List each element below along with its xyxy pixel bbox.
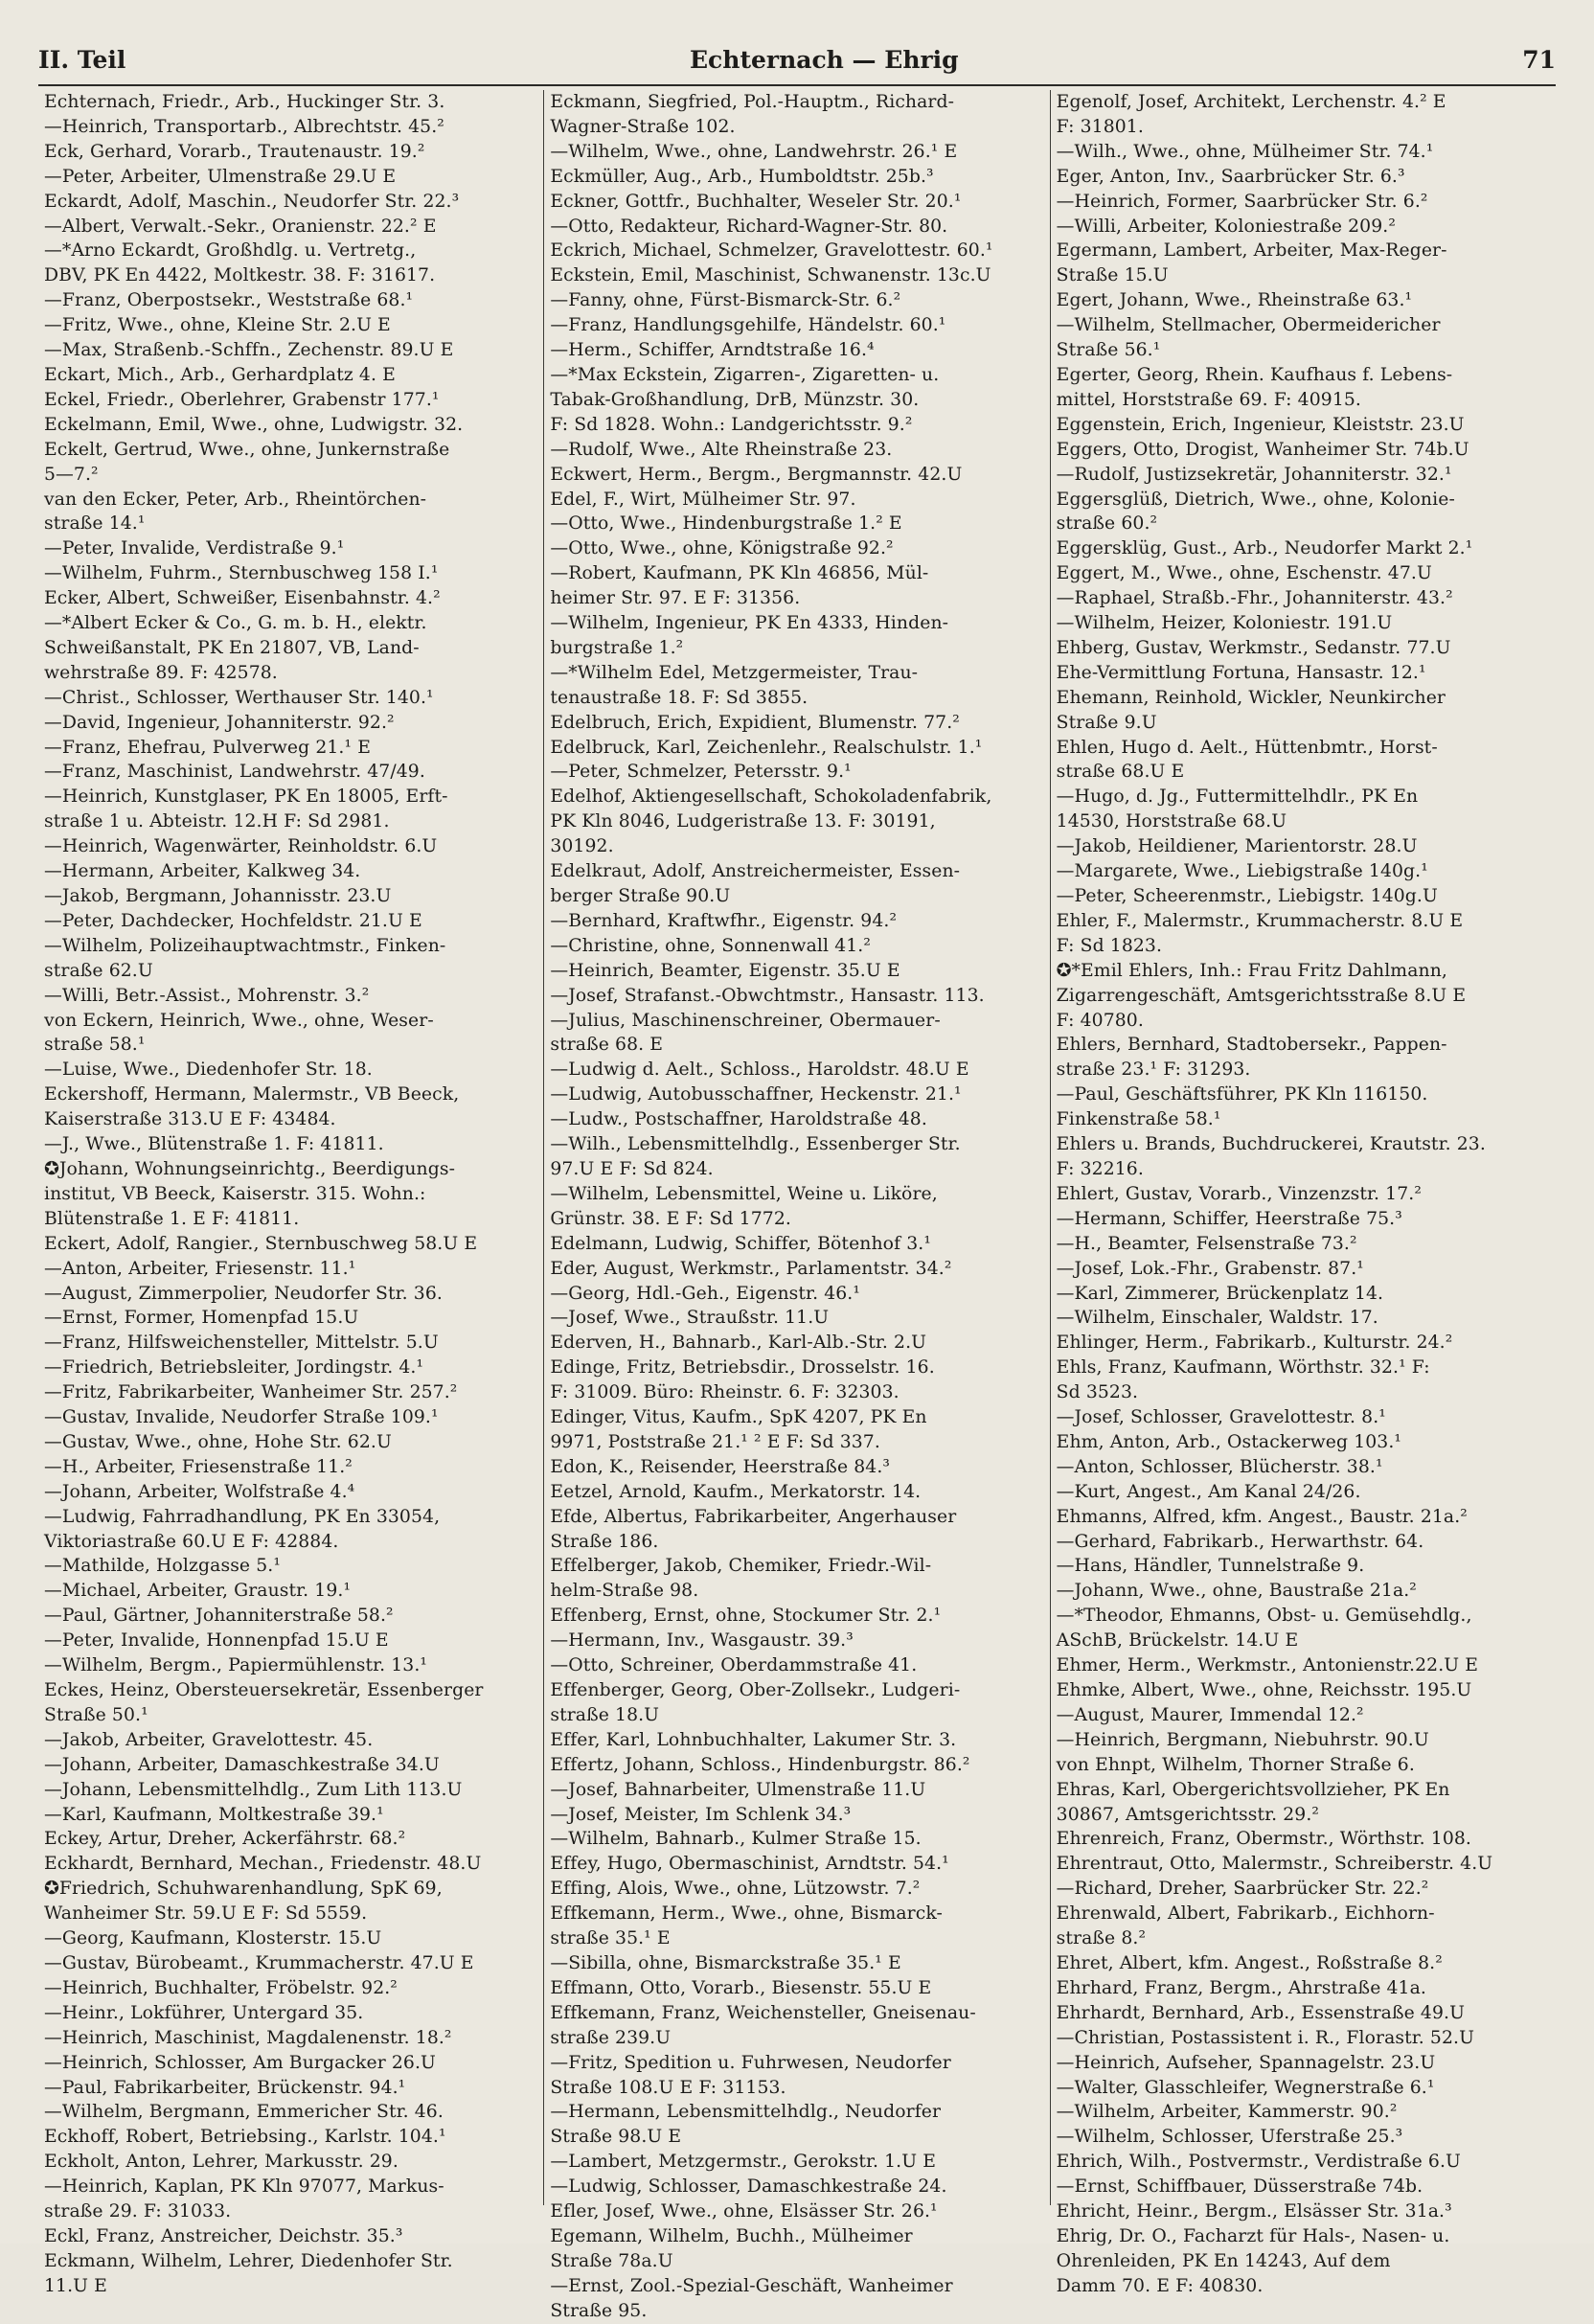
directory-entry-line: Ehrig, Dr. O., Facharzt für Hals-, Nasen- u. xyxy=(1056,2225,1450,2246)
directory-entry-line: burgstraße 1.² xyxy=(550,637,684,658)
directory-entry-line: —Johann, Wwe., ohne, Baustraße 21a.² xyxy=(1056,1581,1417,1602)
directory-entry-line: straße 68. E xyxy=(550,1035,664,1056)
directory-entry-line: —August, Maurer, Immendal 12.² xyxy=(1056,1704,1364,1725)
directory-entry-line: Zigarrengeschäft, Amtsgerichtsstraße 8.U E xyxy=(1056,985,1467,1006)
directory-entry-line: straße 8.² xyxy=(1056,1928,1147,1949)
directory-entry-line: Edon, K., Reisender, Heerstraße 84.³ xyxy=(550,1456,891,1477)
directory-entry-line: Eder, August, Werkmstr., Parlamentstr. 34.² xyxy=(550,1258,952,1279)
directory-entry-line: Eckel, Friedr., Oberlehrer, Grabenstr 177.¹ xyxy=(44,389,440,410)
directory-entry-line: Edelhof, Aktiengesellschaft, Schokoladenfabrik, xyxy=(550,786,992,808)
directory-entry-line: —Karl, Zimmerer, Brückenplatz 14. xyxy=(1056,1283,1384,1304)
directory-entry-line: —Heinrich, Aufseher, Spannagelstr. 23.U xyxy=(1056,2052,1436,2073)
directory-entry-line: straße 29. F: 31033. xyxy=(44,2201,232,2222)
directory-entry-line: straße 62.U xyxy=(44,960,153,981)
directory-entry-line: —Franz, Ehefrau, Pulverweg 21.¹ E xyxy=(44,737,372,758)
directory-entry-line: —Heinrich, Beamter, Eigenstr. 35.U E xyxy=(550,960,900,981)
directory-entry-line: —Christine, ohne, Sonnenwall 41.² xyxy=(550,935,871,956)
directory-entry-line: —Heinrich, Maschinist, Magdalenenstr. 18.² xyxy=(44,2027,452,2048)
directory-entry-line: Edelbruch, Erich, Expidient, Blumenstr. 77.² xyxy=(550,712,960,733)
directory-entry-line: straße 18.U xyxy=(550,1704,660,1725)
directory-entry-line: —J., Wwe., Blütenstraße 1. F: 41811. xyxy=(44,1134,384,1155)
directory-entry-line: Eckes, Heinz, Obersteuersekretär, Essenberger xyxy=(44,1680,484,1700)
directory-entry-line: Egemann, Wilhelm, Buchh., Mülheimer xyxy=(550,2225,913,2246)
directory-entry-line: Effkemann, Franz, Weichensteller, Gneisenau- xyxy=(550,2002,976,2023)
directory-entry-line: —August, Zimmerpolier, Neudorfer Str. 36. xyxy=(44,1283,443,1304)
directory-entry-line: —Franz, Handlungsgehilfe, Händelstr. 60.¹ xyxy=(550,315,946,336)
directory-entry-line: —Johann, Lebensmittelhdlg., Zum Lith 113.U xyxy=(44,1779,463,1800)
directory-entry-line: Ehricht, Heinr., Bergm., Elsässer Str. 31a.³ xyxy=(1056,2201,1452,2222)
directory-entry-line: Effmann, Otto, Vorarb., Biesenstr. 55.U E xyxy=(550,1977,932,1998)
directory-entry-line: Edinger, Vitus, Kaufm., SpK 4207, PK En xyxy=(550,1407,927,1428)
directory-entry-line: Finkenstraße 58.¹ xyxy=(1056,1109,1221,1130)
directory-entry-line: —Georg, Kaufmann, Klosterstr. 15.U xyxy=(44,1928,382,1949)
directory-entry-line: PK Kln 8046, Ludgeristraße 13. F: 30191, xyxy=(550,811,936,832)
directory-entry-line: —Ernst, Zool.-Spezial-Geschäft, Wanheimer xyxy=(550,2275,953,2296)
directory-entry-line: —Ludwig d. Aelt., Schloss., Haroldstr. 48.U E xyxy=(550,1059,969,1081)
directory-entry-line: —Walter, Glasschleifer, Wegnerstraße 6.¹ xyxy=(1056,2077,1435,2098)
directory-entry-line: —Paul, Geschäftsführer, PK Kln 116150. xyxy=(1056,1084,1428,1105)
directory-entry-line: Ehret, Albert, kfm. Angest., Roßstraße 8.² xyxy=(1056,1952,1443,1973)
header-rule xyxy=(38,84,1556,86)
directory-entry-line: —Ludwig, Schlosser, Damaschkestraße 24. xyxy=(550,2176,947,2198)
directory-entry-line: —Otto, Wwe., ohne, Königstraße 92.² xyxy=(550,538,894,559)
directory-entry-line: —Otto, Schreiner, Oberdammstraße 41. xyxy=(550,1655,918,1676)
directory-entry-line: —Rudolf, Justizsekretär, Johanniterstr. 32.¹ xyxy=(1056,464,1452,485)
directory-entry-line: —Robert, Kaufmann, PK Kln 46856, Mül- xyxy=(550,563,929,584)
directory-entry-line: Effelberger, Jakob, Chemiker, Friedr.-Wil- xyxy=(550,1556,932,1577)
directory-entry-line: tenaustraße 18. F: Sd 3855. xyxy=(550,687,808,708)
directory-entry-line: —Fritz, Fabrikarbeiter, Wanheimer Str. 257.² xyxy=(44,1382,458,1403)
directory-entry-line: Ehlers u. Brands, Buchdruckerei, Krautstr. 23. xyxy=(1056,1134,1486,1155)
directory-entry-line: Eckelt, Gertrud, Wwe., ohne, Junkernstraße xyxy=(44,439,450,460)
directory-entry-line: Eckey, Artur, Dreher, Ackerfährstr. 68.² xyxy=(44,1829,406,1850)
directory-entry-line: Edinge, Fritz, Betriebsdir., Drosselstr. 16. xyxy=(550,1357,935,1378)
directory-entry-line: —Friedrich, Betriebsleiter, Jordingstr. 4.¹ xyxy=(44,1357,424,1378)
directory-entry-line: Eckershoff, Hermann, Malermstr., VB Beeck, xyxy=(44,1084,460,1105)
directory-entry-line: Eger, Anton, Inv., Saarbrücker Str. 6.³ xyxy=(1056,166,1405,187)
directory-entry-line: —Johann, Arbeiter, Wolfstraße 4.⁴ xyxy=(44,1481,355,1502)
directory-entry-line: —Wilhelm, Bahnarb., Kulmer Straße 15. xyxy=(550,1829,922,1850)
directory-entry-line: Effing, Alois, Wwe., ohne, Lützowstr. 7.² xyxy=(550,1879,921,1900)
directory-entry-line: Eckhardt, Bernhard, Mechan., Friedenstr. 48.U xyxy=(44,1854,482,1875)
directory-entry-line: —Wilhelm, Ingenieur, PK En 4333, Hinden- xyxy=(550,613,949,634)
directory-entry-line: Ohrenleiden, PK En 14243, Auf dem xyxy=(1056,2250,1391,2271)
directory-entry-line: Ehmanns, Alfred, kfm. Angest., Baustr. 21a.² xyxy=(1056,1506,1468,1527)
directory-entry-line: —*Theodor, Ehmanns, Obst- u. Gemüsehdlg., xyxy=(1056,1606,1472,1627)
directory-entry-line: 14530, Horststraße 68.U xyxy=(1056,811,1287,832)
directory-entry-line: mittel, Horststraße 69. F: 40915. xyxy=(1056,389,1361,410)
directory-entry-line: Egert, Johann, Wwe., Rheinstraße 63.¹ xyxy=(1056,290,1413,311)
directory-entry-line: —Peter, Scheerenmstr., Liebigstr. 140g.U xyxy=(1056,886,1438,906)
directory-entry-line: straße 23.¹ F: 31293. xyxy=(1056,1059,1251,1081)
directory-entry-line: Ehberg, Gustav, Werkmstr., Sedanstr. 77.U xyxy=(1056,637,1451,658)
directory-entry-line: —Josef, Bahnarbeiter, Ulmenstraße 11.U xyxy=(550,1779,926,1800)
directory-entry-line: —David, Ingenieur, Johanniterstr. 92.² xyxy=(44,712,395,733)
directory-entry-line: —Hugo, d. Jg., Futtermittelhdlr., PK En xyxy=(1056,786,1419,808)
directory-entry-line: Sd 3523. xyxy=(1056,1382,1139,1403)
directory-entry-line: 30867, Amtsgerichtsstr. 29.² xyxy=(1056,1804,1320,1825)
directory-entry-line: —Wilhelm, Polizeihauptwachtmstr., Finken- xyxy=(44,935,446,956)
directory-entry-line: Ehrhard, Franz, Bergm., Ahrstraße 41a. xyxy=(1056,1977,1426,1998)
directory-entry-line: —Kurt, Angest., Am Kanal 24/26. xyxy=(1056,1481,1361,1502)
directory-entry-line: —Christ., Schlosser, Werthauser Str. 140.¹ xyxy=(44,687,434,708)
directory-entry-line: Ehras, Karl, Obergerichtsvollzieher, PK En xyxy=(1056,1779,1450,1800)
directory-entry-line: —Gustav, Wwe., ohne, Hohe Str. 62.U xyxy=(44,1431,392,1452)
directory-entry-line: —Jakob, Bergmann, Johannisstr. 23.U xyxy=(44,886,392,906)
directory-entry-line: —Ludw., Postschaffner, Haroldstraße 48. xyxy=(550,1109,927,1130)
directory-entry-line: straße 58.¹ xyxy=(44,1035,146,1056)
directory-entry-line: van den Ecker, Peter, Arb., Rheintörchen- xyxy=(44,489,427,510)
directory-entry-line: —Max, Straßenb.-Schffn., Zechenstr. 89.U E xyxy=(44,340,454,361)
directory-entry-line: —Wilhelm, Wwe., ohne, Landwehrstr. 26.¹ E xyxy=(550,141,958,162)
directory-entry-line: —Hans, Händler, Tunnelstraße 9. xyxy=(1056,1556,1365,1577)
directory-entry-line: Wanheimer Str. 59.U E F: Sd 5559. xyxy=(44,1903,368,1925)
directory-entry-line: institut, VB Beeck, Kaiserstr. 315. Wohn.: xyxy=(44,1183,426,1204)
directory-entry-line: —Wilhelm, Bergmann, Emmericher Str. 46. xyxy=(44,2102,444,2123)
directory-entry-line: Ehlinger, Herm., Fabrikarb., Kulturstr. 24.² xyxy=(1056,1333,1453,1354)
directory-entry-line: —Peter, Invalide, Honnenpfad 15.U E xyxy=(44,1630,389,1652)
directory-entry-line: —Heinrich, Transportarb., Albrechtstr. 45.² xyxy=(44,116,444,137)
directory-entry-line: straße 35.¹ E xyxy=(550,1928,671,1949)
directory-entry-line: —Hermann, Lebensmittelhdlg., Neudorfer xyxy=(550,2102,942,2123)
directory-entry-line: F: Sd 1823. xyxy=(1056,935,1163,956)
directory-entry-line: Eckert, Adolf, Rangier., Sternbuschweg 58.U E xyxy=(44,1233,478,1254)
directory-entry-line: —Richard, Dreher, Saarbrücker Str. 22.² xyxy=(1056,1879,1429,1900)
directory-entry-line: Ehmer, Herm., Werkmstr., Antonienstr.22.U E xyxy=(1056,1655,1479,1676)
directory-entry-line: —Josef, Lok.-Fhr., Grabenstr. 87.¹ xyxy=(1056,1258,1364,1279)
directory-entry-line: Wagner-Straße 102. xyxy=(550,116,736,137)
directory-entry-line: —Otto, Redakteur, Richard-Wagner-Str. 80. xyxy=(550,216,948,237)
directory-entry-line: —Georg, Hdl.-Geh., Eigenstr. 46.¹ xyxy=(550,1283,861,1304)
directory-entry-line: Egerter, Georg, Rhein. Kaufhaus f. Lebens- xyxy=(1056,364,1453,385)
directory-entry-line: Straße 108.U E F: 31153. xyxy=(550,2077,786,2098)
directory-entry-line: heimer Str. 97. E F: 31356. xyxy=(550,588,801,609)
directory-entry-line: ✪Friedrich, Schuhwarenhandlung, SpK 69, xyxy=(44,1879,443,1900)
directory-entry-line: —*Arno Eckardt, Großhdlg. u. Vertretg., xyxy=(44,240,417,262)
directory-entry-line: Eggert, M., Wwe., ohne, Eschenstr. 47.U xyxy=(1056,563,1432,584)
directory-entry-line: —Fritz, Spedition u. Fuhrwesen, Neudorfer xyxy=(550,2052,951,2073)
directory-entry-line: Effenberg, Ernst, ohne, Stockumer Str. 2.¹ xyxy=(550,1606,942,1627)
directory-entry-line: —Margarete, Wwe., Liebigstraße 140g.¹ xyxy=(1056,861,1428,882)
directory-entry-line: —Heinrich, Bergmann, Niebuhrstr. 90.U xyxy=(1056,1729,1429,1750)
directory-entry-line: Egenolf, Josef, Architekt, Lerchenstr. 4.² E xyxy=(1056,92,1446,112)
directory-entry-line: —Peter, Arbeiter, Ulmenstraße 29.U E xyxy=(44,166,397,187)
directory-entry-line: —*Wilhelm Edel, Metzgermeister, Trau- xyxy=(550,662,919,683)
directory-entry-line: Echternach, Friedr., Arb., Huckinger Str. 3. xyxy=(44,92,445,112)
directory-entry-line: straße 60.² xyxy=(1056,513,1158,535)
directory-entry-line: Ehmke, Albert, Wwe., ohne, Reichsstr. 195.U xyxy=(1056,1680,1472,1700)
directory-entry-line: —Wilhelm, Heizer, Koloniestr. 191.U xyxy=(1056,613,1393,634)
directory-entry-line: Eckmann, Siegfried, Pol.-Hauptm., Richard- xyxy=(550,92,955,112)
directory-entry-line: Straße 186. xyxy=(550,1531,659,1552)
directory-entry-line: —Luise, Wwe., Diedenhofer Str. 18. xyxy=(44,1059,373,1081)
directory-entry-line: ✪*Emil Ehlers, Inh.: Frau Fritz Dahlmann, xyxy=(1056,960,1447,981)
directory-entry-line: —Raphael, Straßb.-Fhr., Johanniterstr. 43.² xyxy=(1056,588,1453,609)
directory-entry-line: —Herm., Schiffer, Arndtstraße 16.⁴ xyxy=(550,340,875,361)
directory-entry-line: —Franz, Oberpostsekr., Weststraße 68.¹ xyxy=(44,290,414,311)
directory-entry-line: —*Max Eckstein, Zigarren-, Zigaretten- u. xyxy=(550,364,940,385)
directory-entry-line: —H., Arbeiter, Friesenstraße 11.² xyxy=(44,1456,353,1477)
directory-entry-line: —Willi, Betr.-Assist., Mohrenstr. 3.² xyxy=(44,985,370,1006)
directory-entry-line: —Peter, Dachdecker, Hochfeldstr. 21.U E xyxy=(44,910,422,931)
directory-entry-line: Eckardt, Adolf, Maschin., Neudorfer Str. 22.³ xyxy=(44,191,460,212)
directory-entry-line: —Hermann, Inv., Wasgaustr. 39.³ xyxy=(550,1630,854,1652)
directory-entry-line: von Eckern, Heinrich, Wwe., ohne, Weser- xyxy=(44,1010,434,1031)
directory-entry-line: —Christian, Postassistent i. R., Florastr. 52.U xyxy=(1056,2027,1475,2048)
directory-entry-line: —Wilhelm, Stellmacher, Obermeidericher xyxy=(1056,315,1441,336)
directory-entry-line: Edelbruck, Karl, Zeichenlehr., Realschulstr. 1.¹ xyxy=(550,737,983,758)
page-title: Echternach — Ehrig xyxy=(690,46,959,74)
directory-entry-line: berger Straße 90.U xyxy=(550,886,731,906)
directory-entry-line: —Josef, Strafanst.-Obwchtmstr., Hansastr. 113. xyxy=(550,985,985,1006)
directory-entry-line: Ehler, F., Malermstr., Krummacherstr. 8.U E xyxy=(1056,910,1464,931)
directory-entry-line: —Gustav, Invalide, Neudorfer Straße 109.¹ xyxy=(44,1407,439,1428)
directory-entry-line: —Wilh., Lebensmittelhdlg., Essenberger Str. xyxy=(550,1134,961,1155)
directory-entry-line: 11.U E xyxy=(44,2275,107,2296)
directory-entry-line: Straße 95. xyxy=(550,2300,648,2321)
directory-entry-line: —H., Beamter, Felsenstraße 73.² xyxy=(1056,1233,1357,1254)
directory-entry-line: —Fritz, Wwe., ohne, Kleine Str. 2.U E xyxy=(44,315,391,336)
directory-entry-line: —Peter, Schmelzer, Petersstr. 9.¹ xyxy=(550,762,852,783)
directory-entry-line: Schweißanstalt, PK En 21807, VB, Land- xyxy=(44,637,420,658)
directory-entry-line: —Josef, Wwe., Straußstr. 11.U xyxy=(550,1308,830,1329)
directory-entry-line: Damm 70. E F: 40830. xyxy=(1056,2275,1264,2296)
directory-entry-line: Ehrich, Wilh., Postvermstr., Verdistraße 6.U xyxy=(1056,2152,1461,2173)
directory-entry-line: Ehlen, Hugo d. Aelt., Hüttenbmtr., Horst- xyxy=(1056,737,1438,758)
directory-entry-line: —Bernhard, Kraftwfhr., Eigenstr. 94.² xyxy=(550,910,898,931)
directory-entry-line: —Wilh., Wwe., ohne, Mülheimer Str. 74.¹ xyxy=(1056,141,1434,162)
directory-entry-line: Eckstein, Emil, Maschinist, Schwanenstr. 13c.U xyxy=(550,265,991,286)
directory-entry-line: —Hermann, Arbeiter, Kalkweg 34. xyxy=(44,861,361,882)
column-2 xyxy=(543,90,1049,2321)
directory-entry-line: straße 14.¹ xyxy=(44,513,146,535)
directory-entry-line: Blütenstraße 1. E F: 41811. xyxy=(44,1208,300,1229)
directory-entry-line: —Mathilde, Holzgasse 5.¹ xyxy=(44,1556,281,1577)
directory-entry-line: —Heinr., Lokführer, Untergard 35. xyxy=(44,2002,364,2023)
directory-entry-line: —Ludwig, Fahrradhandlung, PK En 33054, xyxy=(44,1506,441,1527)
directory-entry-line: helm-Straße 98. xyxy=(550,1581,699,1602)
directory-entry-line: Edelmann, Ludwig, Schiffer, Bötenhof 3.¹ xyxy=(550,1233,931,1254)
directory-entry-line: Efler, Josef, Wwe., ohne, Elsässer Str. 26.¹ xyxy=(550,2201,938,2222)
directory-entry-line: Ehls, Franz, Kaufmann, Wörthstr. 32.¹ F: xyxy=(1056,1357,1430,1378)
directory-entry-line: —Wilhelm, Lebensmittel, Weine u. Liköre, xyxy=(550,1183,938,1204)
directory-entry-line: —Peter, Invalide, Verdistraße 9.¹ xyxy=(44,538,345,559)
directory-entry-line: Egermann, Lambert, Arbeiter, Max-Reger- xyxy=(1056,240,1447,262)
directory-entry-line: Straße 56.¹ xyxy=(1056,340,1161,361)
directory-entry-line: Ehrhardt, Bernhard, Arb., Essenstraße 49.U xyxy=(1056,2002,1466,2023)
directory-entry-line: Eckmann, Wilhelm, Lehrer, Diedenhofer Str. xyxy=(44,2250,453,2271)
directory-entry-line: Ehemann, Reinhold, Wickler, Neunkircher xyxy=(1056,687,1446,708)
directory-entry-line: —Wilhelm, Schlosser, Uferstraße 25.³ xyxy=(1056,2127,1403,2148)
directory-entry-line: F: 40780. xyxy=(1056,1010,1144,1031)
directory-entry-line: —Michael, Arbeiter, Graustr. 19.¹ xyxy=(44,1581,352,1602)
directory-entry-line: Straße 9.U xyxy=(1056,712,1157,733)
directory-entry-line: —Lambert, Metzgermstr., Gerokstr. 1.U E xyxy=(550,2152,937,2173)
directory-entry-line: —Jakob, Heildiener, Marientorstr. 28.U xyxy=(1056,836,1418,857)
directory-entry-line: Kaiserstraße 313.U E F: 43484. xyxy=(44,1109,336,1130)
directory-entry-line: DBV, PK En 4422, Moltkestr. 38. F: 31617. xyxy=(44,265,436,286)
directory-entry-line: F: 31009. Büro: Rheinstr. 6. F: 32303. xyxy=(550,1382,899,1403)
directory-entry-line: —Julius, Maschinenschreiner, Obermauer- xyxy=(550,1010,941,1031)
directory-entry-line: —Heinrich, Buchhalter, Fröbelstr. 92.² xyxy=(44,1977,398,1998)
directory-entry-line: —Franz, Hilfsweichensteller, Mittelstr. 5.U xyxy=(44,1333,439,1354)
directory-entry-line: —Wilhelm, Arbeiter, Kammerstr. 90.² xyxy=(1056,2102,1398,2123)
directory-entry-line: von Ehnpt, Wilhelm, Thorner Straße 6. xyxy=(1056,1754,1415,1775)
directory-entry-line: —*Albert Ecker & Co., G. m. b. H., elektr. xyxy=(44,613,427,634)
directory-entry-line: Eckmüller, Aug., Arb., Humboldtstr. 25b.³ xyxy=(550,166,934,187)
directory-entry-line: Tabak-Großhandlung, DrB, Münzstr. 30. xyxy=(550,389,920,410)
directory-entry-line: Edelkraut, Adolf, Anstreichermeister, Essen- xyxy=(550,861,961,882)
directory-entry-line: —Heinrich, Kunstglaser, PK En 18005, Erft- xyxy=(44,786,448,808)
directory-entry-line: Ehe-Vermittlung Fortuna, Hansastr. 12.¹ xyxy=(1056,662,1426,683)
directory-entry-line: 97.U E F: Sd 824. xyxy=(550,1158,714,1179)
directory-entry-line: Straße 15.U xyxy=(1056,265,1169,286)
directory-entry-line: Ehrenreich, Franz, Obermstr., Wörthstr. 108. xyxy=(1056,1829,1471,1850)
directory-entry-line: —Anton, Arbeiter, Friesenstr. 11.¹ xyxy=(44,1258,356,1279)
directory-entry-line: —Ernst, Schiffbauer, Düsserstraße 74b. xyxy=(1056,2176,1423,2198)
directory-entry-line: Eck, Gerhard, Vorarb., Trautenaustr. 19.² xyxy=(44,141,425,162)
directory-entry-line: Eckart, Mich., Arb., Gerhardplatz 4. E xyxy=(44,364,396,385)
directory-entry-line: Eckholt, Anton, Lehrer, Markusstr. 29. xyxy=(44,2152,398,2173)
directory-entry-line: Eckhoff, Robert, Betriebsing., Karlstr. 104.¹ xyxy=(44,2127,446,2148)
directory-entry-line: F: 31801. xyxy=(1056,116,1144,137)
directory-entry-line: Eckelmann, Emil, Wwe., ohne, Ludwigstr. 32. xyxy=(44,414,464,435)
directory-entry-line: Eggersglüß, Dietrich, Wwe., ohne, Kolonie- xyxy=(1056,489,1455,510)
directory-entry-line: Ehrentraut, Otto, Malermstr., Schreiberstr. 4.U xyxy=(1056,1854,1493,1875)
directory-entry-line: —Ernst, Former, Homenpfad 15.U xyxy=(44,1308,359,1329)
directory-entry-line: —Heinrich, Schlosser, Am Burgacker 26.U xyxy=(44,2052,436,2073)
directory-entry-line: Eggersklüg, Gust., Arb., Neudorfer Markt 2.¹ xyxy=(1056,538,1473,559)
directory-entry-line: —Ludwig, Autobusschaffner, Heckenstr. 21.¹ xyxy=(550,1084,962,1105)
directory-entry-line: Straße 78a.U xyxy=(550,2250,673,2271)
directory-entry-line: Ehrenwald, Albert, Fabrikarb., Eichhorn- xyxy=(1056,1903,1435,1925)
directory-entry-line: Straße 98.U E xyxy=(550,2127,682,2148)
directory-entry-line: —Josef, Meister, Im Schlenk 34.³ xyxy=(550,1804,852,1825)
directory-entry-line: Eckrich, Michael, Schmelzer, Gravelottestr. 60.¹ xyxy=(550,240,993,262)
directory-entry-line: —Fanny, ohne, Fürst-Bismarck-Str. 6.² xyxy=(550,290,901,311)
directory-entry-line: 5—7.² xyxy=(44,464,99,485)
directory-entry-line: Effer, Karl, Lohnbuchhalter, Lakumer Str. 3. xyxy=(550,1729,957,1750)
directory-entry-line: wehrstraße 89. F: 42578. xyxy=(44,662,278,683)
directory-entry-line: —Gerhard, Fabrikarb., Herwarthstr. 64. xyxy=(1056,1531,1424,1552)
directory-entry-line: —Heinrich, Former, Saarbrücker Str. 6.² xyxy=(1056,191,1428,212)
directory-entry-line: Ederven, H., Bahnarb., Karl-Alb.-Str. 2.U xyxy=(550,1333,927,1354)
directory-entry-line: —Wilhelm, Bergm., Papiermühlenstr. 13.¹ xyxy=(44,1655,428,1676)
directory-entry-line: —Jakob, Arbeiter, Gravelottestr. 45. xyxy=(44,1729,374,1750)
column-3 xyxy=(1050,90,1556,2296)
directory-entry-line: Effey, Hugo, Obermaschinist, Arndtstr. 54.¹ xyxy=(550,1854,949,1875)
directory-entry-line: straße 239.U xyxy=(550,2027,672,2048)
directory-entry-line: —Willi, Arbeiter, Koloniestraße 209.² xyxy=(1056,216,1396,237)
directory-entry-line: —Hermann, Schiffer, Heerstraße 75.³ xyxy=(1056,1208,1402,1229)
directory-entry-line: Viktoriastraße 60.U E F: 42884. xyxy=(44,1531,339,1552)
directory-entry-line: Eggenstein, Erich, Ingenieur, Kleiststr. 23.U xyxy=(1056,414,1465,435)
directory-columns xyxy=(38,90,1556,2321)
directory-entry-line: —Josef, Schlosser, Gravelottestr. 8.¹ xyxy=(1056,1407,1386,1428)
directory-entry-line: Eckwert, Herm., Bergm., Bergmannstr. 42.U xyxy=(550,464,963,485)
column-1 xyxy=(38,90,543,2296)
directory-entry-line: Ehlert, Gustav, Vorarb., Vinzenzstr. 17.² xyxy=(1056,1183,1422,1204)
directory-entry-line: —Heinrich, Kaplan, PK Kln 97077, Markus- xyxy=(44,2176,444,2198)
directory-entry-line: —Sibilla, ohne, Bismarckstraße 35.¹ E xyxy=(550,1952,901,1973)
directory-entry-line: 30192. xyxy=(550,836,614,857)
page-number: 71 xyxy=(1522,46,1556,74)
directory-entry-line: ASchB, Brückelstr. 14.U E xyxy=(1056,1630,1299,1652)
directory-entry-line: —Paul, Gärtner, Johanniterstraße 58.² xyxy=(44,1606,394,1627)
directory-entry-line: Straße 50.¹ xyxy=(44,1704,148,1725)
directory-entry-line: F: 32216. xyxy=(1056,1158,1144,1179)
directory-entry-line: straße 1 u. Abteistr. 12.H F: Sd 2981. xyxy=(44,811,390,832)
directory-entry-line: Ecker, Albert, Schweißer, Eisenbahnstr. 4.² xyxy=(44,588,441,609)
directory-entry-line: ✪Johann, Wohnungseinrichtg., Beerdigungs- xyxy=(44,1158,456,1179)
directory-entry-line: —Otto, Wwe., Hindenburgstraße 1.² E xyxy=(550,513,902,535)
directory-entry-line: —Anton, Schlosser, Blücherstr. 38.¹ xyxy=(1056,1456,1383,1477)
directory-entry-line: —Rudolf, Wwe., Alte Rheinstraße 23. xyxy=(550,439,893,460)
directory-entry-line: —Albert, Verwalt.-Sekr., Oranienstr. 22.² E xyxy=(44,216,437,237)
directory-entry-line: Ehlers, Bernhard, Stadtobersekr., Pappen- xyxy=(1056,1035,1447,1056)
directory-entry-line: Eckner, Gottfr., Buchhalter, Weseler Str. 20.¹ xyxy=(550,191,962,212)
directory-entry-line: —Wilhelm, Fuhrm., Sternbuschweg 158 I.¹ xyxy=(44,563,439,584)
directory-entry-line: 9971, Poststraße 21.¹ ² E F: Sd 337. xyxy=(550,1431,880,1452)
directory-entry-line: Effkemann, Herm., Wwe., ohne, Bismarck- xyxy=(550,1903,943,1925)
directory-entry-line: Edel, F., Wirt, Mülheimer Str. 97. xyxy=(550,489,856,510)
directory-entry-line: —Gustav, Bürobeamt., Krummacherstr. 47.U E xyxy=(44,1952,474,1973)
directory-entry-line: —Wilhelm, Einschaler, Waldstr. 17. xyxy=(1056,1308,1378,1329)
directory-entry-line: —Johann, Arbeiter, Damaschkestraße 34.U xyxy=(44,1754,440,1775)
directory-entry-line: Eggers, Otto, Drogist, Wanheimer Str. 74b.U xyxy=(1056,439,1469,460)
directory-entry-line: Effenberger, Georg, Ober-Zollsekr., Ludgeri- xyxy=(550,1680,961,1700)
directory-entry-line: —Franz, Maschinist, Landwehrstr. 47/49. xyxy=(44,762,425,783)
directory-entry-line: Eckl, Franz, Anstreicher, Deichstr. 35.³ xyxy=(44,2225,403,2246)
directory-entry-line: Effertz, Johann, Schloss., Hindenburgstr. 86.² xyxy=(550,1754,970,1775)
directory-entry-line: —Karl, Kaufmann, Moltkestraße 39.¹ xyxy=(44,1804,384,1825)
directory-entry-line: Grünstr. 38. E F: Sd 1772. xyxy=(550,1208,791,1229)
section-label: II. Teil xyxy=(38,46,126,74)
directory-entry-line: —Heinrich, Wagenwärter, Reinholdstr. 6.U xyxy=(44,836,438,857)
directory-entry-line: straße 68.U E xyxy=(1056,762,1185,783)
directory-entry-line: —Paul, Fabrikarbeiter, Brückenstr. 94.¹ xyxy=(44,2077,406,2098)
directory-entry-line: Efde, Albertus, Fabrikarbeiter, Angerhauser xyxy=(550,1506,957,1527)
directory-entry-line: F: Sd 1828. Wohn.: Landgerichtsstr. 9.² xyxy=(550,414,913,435)
directory-entry-line: Ehm, Anton, Arb., Ostackerweg 103.¹ xyxy=(1056,1431,1402,1452)
directory-entry-line: Eetzel, Arnold, Kaufm., Merkatorstr. 14. xyxy=(550,1481,922,1502)
